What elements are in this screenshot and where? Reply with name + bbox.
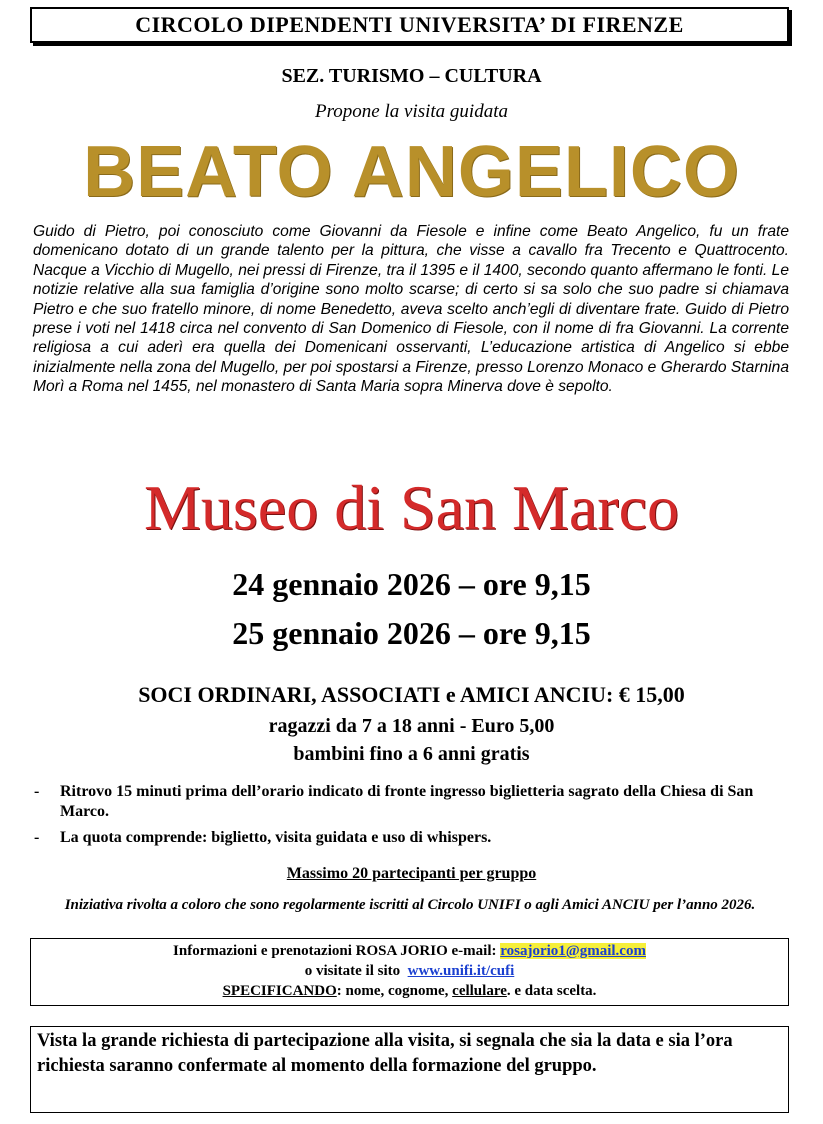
site-prefix: o visitate il sito [304, 963, 404, 979]
info-line-email [31, 941, 788, 961]
initiative-note: Iniziativa rivolta a coloro che sono regolarmente iscritti al Circolo UNIFI o agli Amici ANCIU per l’anno 2026. [64, 897, 756, 913]
site-link[interactable]: www.unifi.it/cufi [407, 963, 515, 979]
price-kids: ragazzi da 7 a 18 anni - Euro 5,00 [268, 715, 555, 737]
email-link[interactable]: rosajorio1@gmail.com [500, 943, 646, 959]
info-line-spec [31, 981, 788, 1001]
date-line-2: 25 gennaio 2026 – ore 9,15 [232, 615, 591, 651]
museum-name: Museo di San Marco [143, 472, 680, 543]
event-title: BEATO ANGELICO [83, 132, 740, 212]
info-prefix: Informazioni e prenotazioni ROSA JORIO e-mail: [173, 943, 501, 959]
note-text: La quota comprende: biglietto, visita guidata e uso di whispers. [60, 829, 492, 846]
max-participants-text: Massimo 20 partecipanti per gruppo [286, 865, 537, 882]
section-label: SEZ. TURISMO – CULTURA [281, 65, 542, 87]
notes-list [30, 782, 790, 854]
bullet-dash: - [34, 829, 40, 846]
date-line-1: 24 gennaio 2026 – ore 9,15 [232, 566, 591, 602]
biography-paragraph: Guido di Pietro, poi conosciuto come Giovanni da Fiesole e infine come Beato Angelico, fu un frate domenicano dotato di un grande talento per la pittura, che visse a cavallo fra Trecento e Quattrocento. Nacque a Vicchio di Mugello, nei pressi di Firenze, tra il 1395 e il 1400, secondo quanto affermano le fonti. Le notizie relative alla sua famiglia d’origine sono molto scarse; di certo si sa solo che suo padre si chiamava Pietro e che suo fratello minore, di nome Benedetto, aveva scelto anch’egli di diventare frate. Guido di Pietro prese i voti nel 1418 circa nel convento di San Domenico di Fiesole, con il nome di fra Giovanni. La corrente religiosa a cui aderì era quella dei Domenicani osservanti, L’educazione artistica di Angelico si ebbe inizialmente nella zona del Mugello, per poi spostarsi a Firenze, presso Lorenzo Monaco e Gherardo Starnina Morì a Roma nel 1455, nel monastero di Santa Maria sopra Minerva dove è sepolto. [33, 223, 789, 396]
spec-colon: : nome, cognome, [336, 983, 453, 999]
spec-label: SPECIFICANDO [222, 983, 337, 999]
max-participants [0, 864, 823, 884]
intro-text: Propone la visita guidata [315, 101, 508, 122]
info-line-site [31, 961, 788, 981]
notice-box: Vista la grande richiesta di partecipazione alla visita, si segnala che sia la data e sia l’ora richiesta saranno confermate al momento della formazione del gruppo. [30, 1026, 789, 1113]
info-box [30, 938, 789, 1006]
spec-rest: . e data scelta. [506, 983, 597, 999]
note-item [30, 782, 790, 822]
bullet-dash: - [34, 783, 40, 800]
note-text: Ritrovo 15 minuti prima dell’orario indicato di fronte ingresso biglietteria sagrato della Chiesa di San Marco. [60, 783, 754, 820]
header-organization: CIRCOLO DIPENDENTI UNIVERSITA’ DI FIRENZE [30, 7, 789, 43]
price-free: bambini fino a 6 anni gratis [293, 743, 530, 765]
spec-cell: cellulare [452, 983, 507, 999]
note-item [30, 828, 790, 848]
price-members: SOCI ORDINARI, ASSOCIATI e AMICI ANCIU: € 15,00 [138, 682, 685, 707]
